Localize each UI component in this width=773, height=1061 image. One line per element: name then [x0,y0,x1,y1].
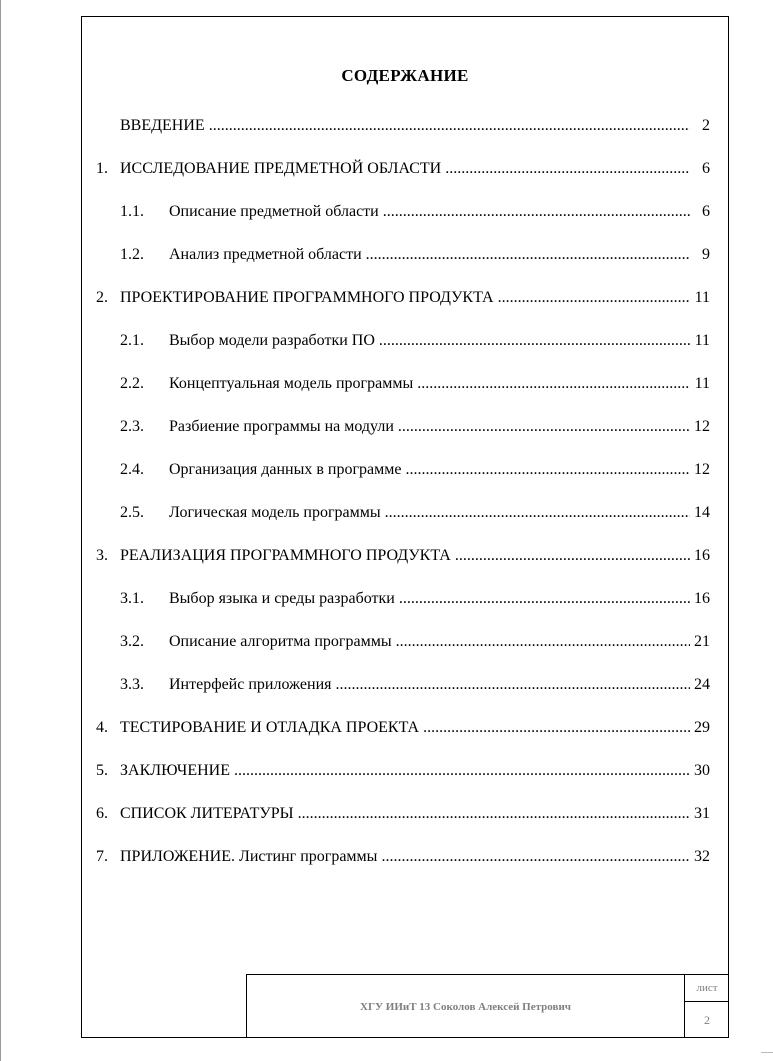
toc-entry-text: Выбор языка и среды разработки ..... [169,588,690,610]
toc-entry-page: 32 [694,848,710,865]
toc-entry-number: 3. [96,547,108,564]
toc-entry-page: 30 [694,762,710,779]
toc-entry-page: 14 [694,504,710,521]
toc-entry-text: Выбор модели разработки ПО ..... [169,330,690,352]
toc-entry-text: Организация данных в программе ..... [169,459,690,481]
toc-entry-text: Логическая модель программы ..... [169,502,690,524]
stamp-author: ХГУ ИИиТ 13 Соколов Алексей Петрович [360,1000,571,1013]
toc-entry-page: 9 [702,246,710,263]
toc-entry [82,287,728,309]
toc-entry-number: 5. [96,762,108,779]
toc-entry-text: ИССЛЕДОВАНИЕ ПРЕДМЕТНОЙ ОБЛАСТИ ..... [120,158,690,180]
toc-entry-text: Описание алгоритма программы ..... [169,631,690,653]
corner-mark [761,1052,773,1053]
toc-entry [82,459,728,481]
toc-entry-page: 11 [694,375,710,392]
toc-entry-page: 12 [694,418,710,435]
toc-entry [82,545,728,567]
toc-entry-text: Концептуальная модель программы ..... [169,373,690,395]
toc-entry-page: 11 [694,332,710,349]
toc-entry-number: 2.2. [120,375,144,392]
toc-entry-text: ПРОЕКТИРОВАНИЕ ПРОГРАММНОГО ПРОДУКТА ..... [120,287,690,309]
toc-entry-number: 3.2. [120,633,144,650]
toc-entry-number: 1.2. [120,246,144,263]
toc-entry-number: 3.1. [120,590,144,607]
document-page [81,16,729,1038]
toc-entry-page: 11 [694,289,710,306]
toc-entry-number: 1.1. [120,203,144,220]
toc-entry [82,846,728,868]
toc-entry-text: СПИСОК ЛИТЕРАТУРЫ ..... [120,803,690,825]
toc-entry [82,201,728,223]
toc-entry [82,373,728,395]
toc-entry-text: Описание предметной области ..... [169,201,690,223]
toc-entry [82,588,728,610]
toc-entry-number: 2.5. [120,504,144,521]
toc-entry [82,803,728,825]
toc-entry-number: 3.3. [120,676,144,693]
toc-entry [82,330,728,352]
toc-entry-text: Интерфейс приложения ..... [169,674,690,696]
toc-entry-text: РЕАЛИЗАЦИЯ ПРОГРАММНОГО ПРОДУКТА ..... [120,545,690,567]
toc-entry [82,244,728,266]
toc-entry-page: 29 [694,719,710,736]
toc-entry-number: 2.3. [120,418,144,435]
stamp-sheet-number: 2 [704,1013,710,1027]
toc-entry [82,631,728,653]
toc-entry-page: 24 [694,676,710,693]
toc-entry-number: 2.4. [120,461,144,478]
toc-entry-number: 7. [96,848,108,865]
toc-entry-text: ЗАКЛЮЧЕНИЕ ..... [120,760,690,782]
toc-entry [82,760,728,782]
toc-entry-number: 1. [96,160,108,177]
left-edge-line [0,0,1,1061]
toc-entry-page: 16 [694,590,710,607]
toc-entry-text: Анализ предметной области ..... [169,244,690,266]
toc-entry-number: 2. [96,289,108,306]
toc-entry [82,115,728,137]
toc-entry-page: 31 [694,805,710,822]
toc-entry [82,416,728,438]
toc-entry-page: 21 [694,633,710,650]
stamp-sheet-label: лист [685,975,729,1002]
title-block-stamp [246,974,729,1038]
toc-entry-page: 12 [694,461,710,478]
toc-entry-text: ПРИЛОЖЕНИЕ. Листинг программы ..... [120,846,690,868]
toc-entry [82,502,728,524]
page-title: СОДЕРЖАНИЕ [341,66,469,85]
stamp-sheet-box [684,975,729,1038]
toc-entry-page: 6 [702,160,710,177]
toc-entry-text: ТЕСТИРОВАНИЕ И ОТЛАДКА ПРОЕКТА ..... [120,717,690,739]
toc-entry [82,158,728,180]
toc-entry-page: 16 [694,547,710,564]
toc-entry-number: 6. [96,805,108,822]
toc-entry [82,717,728,739]
toc-entry-page: 2 [702,117,710,134]
toc-entry-number: 2.1. [120,332,144,349]
toc-entry-text: Разбиение программы на модули ..... [169,416,690,438]
toc-entry-page: 6 [702,203,710,220]
toc-entry-text: ВВЕДЕНИЕ ..... [120,115,690,137]
toc-entry [82,674,728,696]
toc-entry-number: 4. [96,719,108,736]
